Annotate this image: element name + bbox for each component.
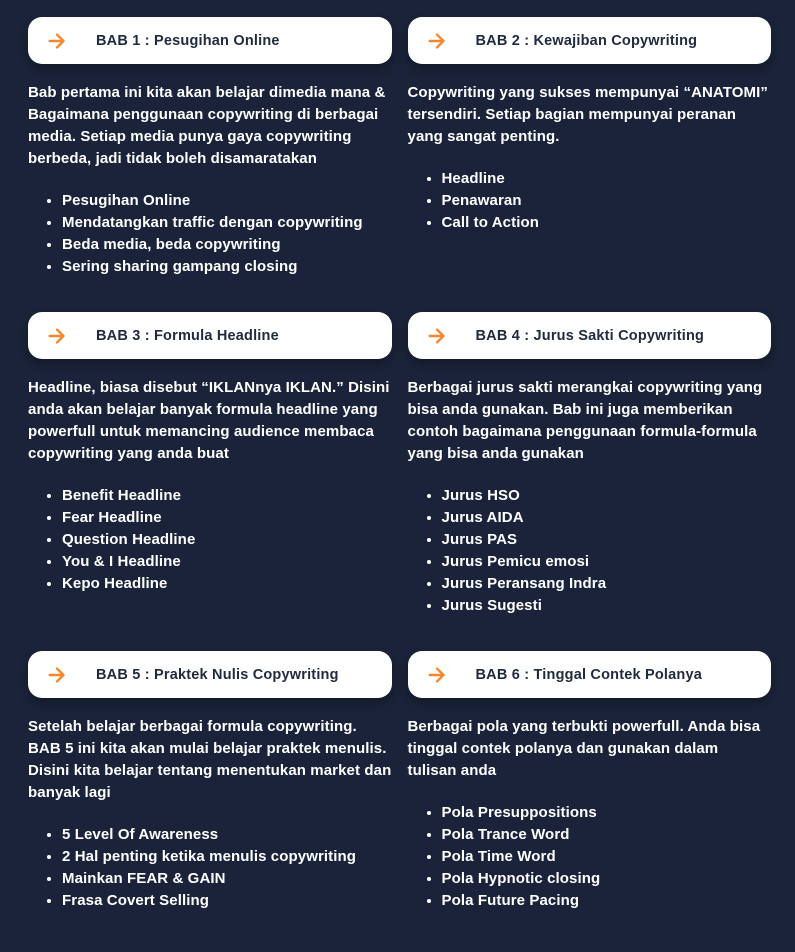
topic-item: • Jurus Pemicu emosi: [442, 551, 772, 573]
topic-item: • Jurus Peransang Indra: [442, 573, 772, 595]
arrow-right-icon: [46, 30, 68, 52]
topic-item: • Sering sharing gampang closing: [62, 256, 392, 278]
chapter-card-2: [408, 17, 772, 234]
chapter-topics: [28, 824, 392, 912]
topic-item: • Jurus PAS: [442, 529, 772, 551]
topic-item: • Mendatangkan traffic dengan copywriting: [62, 212, 392, 234]
chapter-title: BAB 6 : Tinggal Contek Polanya: [475, 666, 702, 683]
topic-item: • Beda media, beda copywriting: [62, 234, 392, 256]
topic-item: • 5 Level Of Awareness: [62, 824, 392, 846]
chapter-topics: [28, 190, 392, 278]
chapter-topics: [28, 485, 392, 595]
topic-item: • 2 Hal penting ketika menulis copywriting: [62, 846, 392, 868]
chapter-description: Headline, biasa disebut “IKLANnya IKLAN.” Disini anda akan belajar banyak formula headline yang powerfull untuk memancing audience membaca copywriting yang anda buat: [28, 379, 390, 462]
topic-item: • Jurus Sugesti: [442, 595, 772, 617]
chapter-title: BAB 1 : Pesugihan Online: [96, 32, 280, 49]
arrow-right-icon: [426, 325, 448, 347]
chapter-description: Setelah belajar berbagai formula copywriting. BAB 5 ini kita akan mulai belajar praktek menulis. Disini kita belajar tentang menentukan market dan banyak lagi: [28, 718, 392, 801]
topic-item: • Pola Hypnotic closing: [442, 868, 772, 890]
topic-item: • Frasa Covert Selling: [62, 890, 392, 912]
chapter-header-2[interactable]: [408, 17, 772, 64]
chapter-header-6[interactable]: [408, 651, 772, 698]
chapter-card-1: [28, 17, 392, 278]
chapter-card-3: [28, 312, 392, 595]
chapter-topics: [408, 802, 772, 912]
topic-item: • Jurus HSO: [442, 485, 772, 507]
topic-item: • Headline: [442, 168, 772, 190]
topic-item: • Question Headline: [62, 529, 392, 551]
topic-item: • Kepo Headline: [62, 573, 392, 595]
topic-item: • Mainkan FEAR & GAIN: [62, 868, 392, 890]
chapter-card-5: [28, 651, 392, 912]
arrow-right-icon: [46, 664, 68, 686]
topic-item: • Pola Presuppositions: [442, 802, 772, 824]
chapter-description: Copywriting yang sukses mempunyai “ANATOMI” tersendiri. Setiap bagian mempunyai peranan yang sangat penting.: [407, 84, 768, 145]
chapter-description: Berbagai jurus sakti merangkai copywriting yang bisa anda gunakan. Bab ini juga memberikan contoh bagaimana penggunaan formula-formula yang bisa anda gunakan: [407, 379, 763, 462]
topic-item: • Pola Trance Word: [442, 824, 772, 846]
chapter-card-6: [408, 651, 772, 912]
arrow-right-icon: [426, 30, 448, 52]
chapter-topics: [408, 168, 772, 234]
topic-item: • Pola Future Pacing: [442, 890, 772, 912]
topic-item: • Call to Action: [442, 212, 772, 234]
chapter-title: BAB 5 : Praktek Nulis Copywriting: [96, 666, 339, 683]
topic-item: • Penawaran: [442, 190, 772, 212]
topic-item: • You & I Headline: [62, 551, 392, 573]
topic-item: • Fear Headline: [62, 507, 392, 529]
chapter-header-1[interactable]: [28, 17, 392, 64]
chapter-description: Berbagai pola yang terbukti powerfull. Anda bisa tinggal contek polanya dan gunakan dalam tulisan anda: [407, 718, 761, 779]
chapter-title: BAB 3 : Formula Headline: [96, 327, 279, 344]
chapter-title: BAB 4 : Jurus Sakti Copywriting: [475, 327, 705, 344]
chapter-header-3[interactable]: [28, 312, 392, 359]
chapter-title: BAB 2 : Kewajiban Copywriting: [475, 32, 698, 49]
topic-item: • Pesugihan Online: [62, 190, 392, 212]
topic-item: • Jurus AIDA: [442, 507, 772, 529]
arrow-right-icon: [426, 664, 448, 686]
chapter-topics: [408, 485, 772, 617]
topic-item: • Pola Time Word: [442, 846, 772, 868]
chapter-card-4: [408, 312, 772, 617]
chapter-header-4[interactable]: [408, 312, 772, 359]
chapter-description: Bab pertama ini kita akan belajar dimedia mana & Bagaimana penggunaan copywriting di berbagai media. Setiap media punya gaya copywriting berbeda, jadi tidak boleh disamaratakan: [28, 84, 386, 167]
topic-item: • Benefit Headline: [62, 485, 392, 507]
chapter-header-5[interactable]: [28, 651, 392, 698]
arrow-right-icon: [46, 325, 68, 347]
